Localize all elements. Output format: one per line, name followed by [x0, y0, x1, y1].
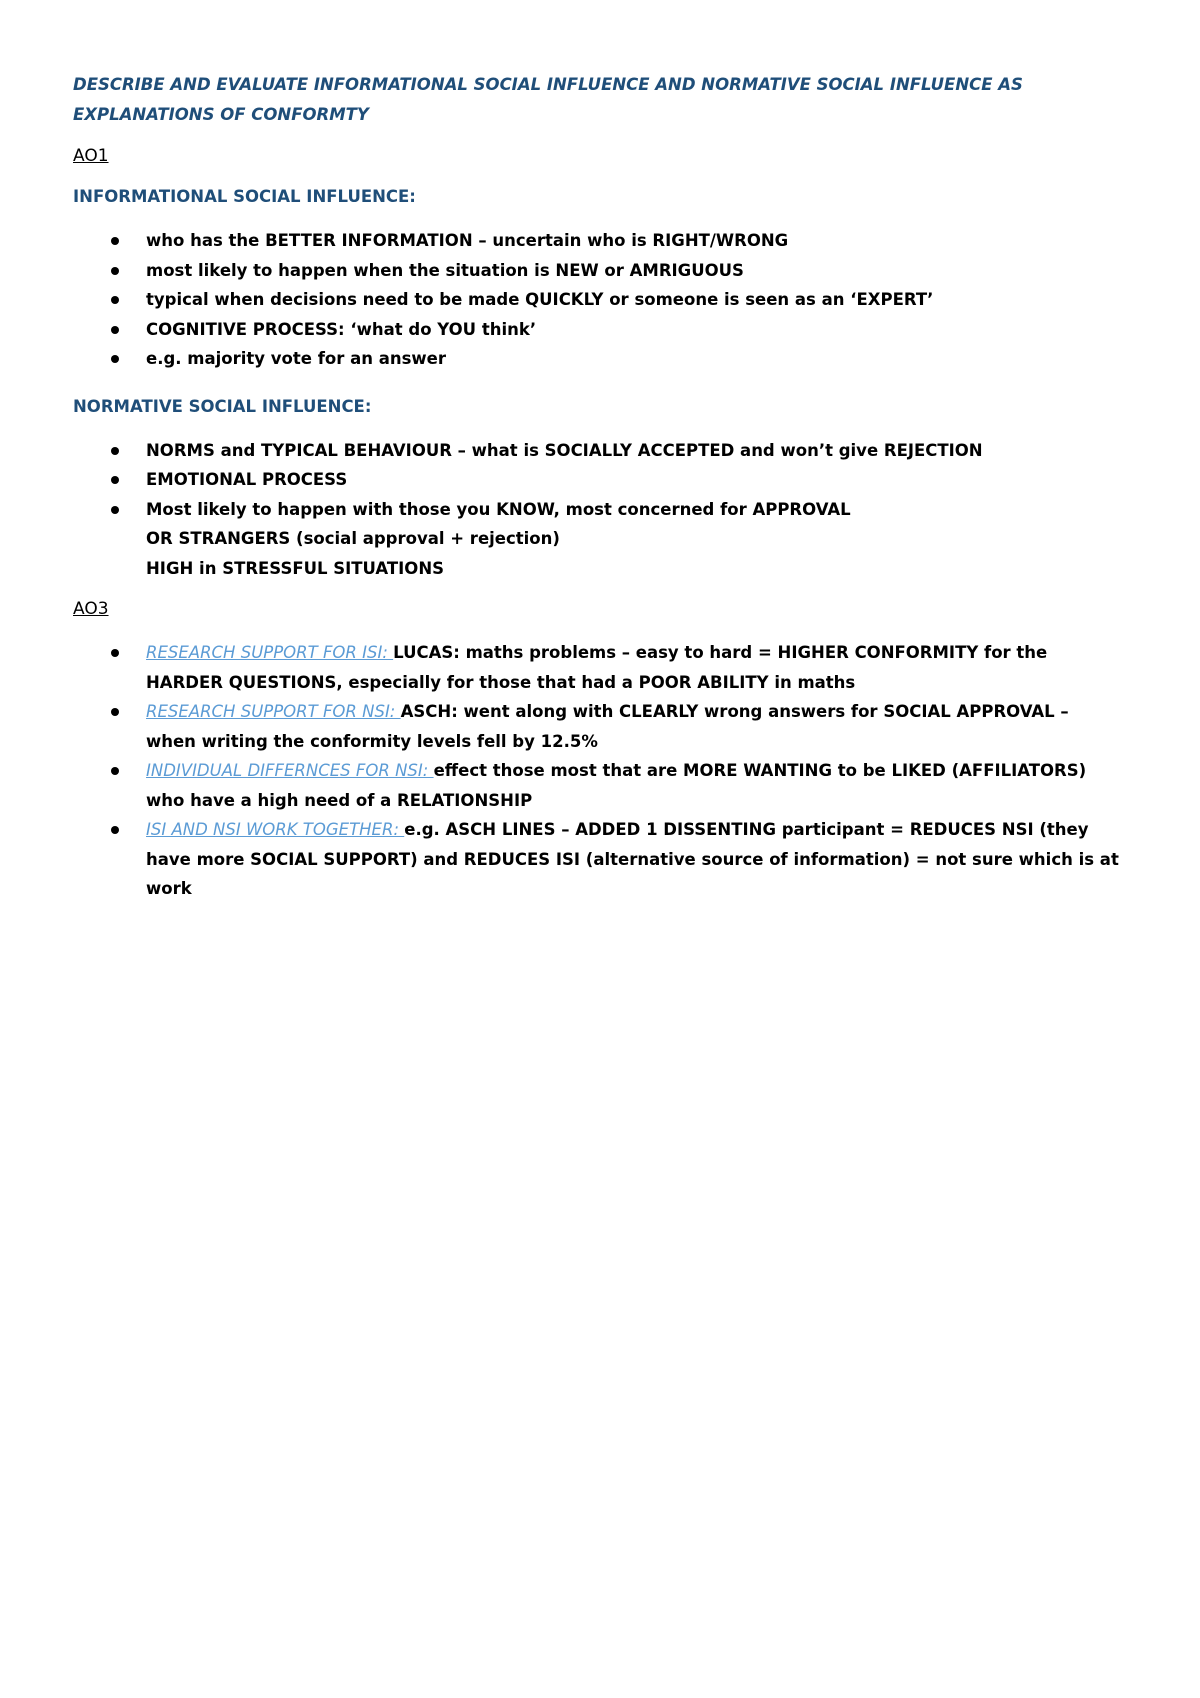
bullet-icon: [111, 708, 119, 716]
nsi-heading: NORMATIVE SOCIAL INFLUENCE:: [73, 396, 372, 416]
ao3-list: [73, 638, 1133, 904]
list-item-text: who has the BETTER INFORMATION – uncertain who is RIGHT/WRONG: [146, 231, 789, 250]
nsi-list: [73, 436, 1133, 584]
document-page: [73, 70, 1133, 904]
bullet-icon: [111, 237, 119, 245]
list-item: [73, 256, 1133, 286]
list-item-text: e.g. majority vote for an answer: [146, 349, 446, 368]
list-item-text: work: [146, 879, 192, 898]
list-item-text: who have a high need of a RELATIONSHIP: [146, 790, 533, 810]
list-item-text: HARDER QUESTIONS, especially for those that had a POOR ABILITY in maths: [146, 672, 856, 692]
document-title: [73, 70, 1133, 130]
list-item-text: e.g. ASCH LINES – ADDED 1 DISSENTING participant = REDUCES NSI (they: [404, 820, 1089, 839]
bullet-icon: [111, 296, 119, 304]
isi-heading: INFORMATIONAL SOCIAL INFLUENCE:: [73, 187, 416, 206]
list-item: [73, 285, 1133, 315]
bullet-icon: [111, 267, 119, 275]
list-item-text: ASCH: went along with CLEARLY wrong answers for SOCIAL APPROVAL –: [400, 702, 1069, 721]
bullet-icon: [111, 826, 119, 834]
bullet-icon: [111, 476, 119, 484]
list-item: [73, 344, 1133, 374]
title-line-2: EXPLANATIONS OF CONFORMTY: [73, 105, 369, 124]
list-item-text: OR STRANGERS (social approval + rejection): [146, 529, 560, 548]
evaluation-lead: ISI AND NSI WORK TOGETHER:: [146, 820, 405, 839]
list-item-text: EMOTIONAL PROCESS: [146, 470, 348, 489]
list-item: [73, 315, 1133, 345]
list-item: [73, 226, 1133, 256]
ao3-label: AO3: [73, 599, 109, 619]
list-item-text: LUCAS: maths problems – easy to hard = HIGHER CONFORMITY for the: [393, 643, 1048, 662]
bullet-icon: [111, 447, 119, 455]
list-item: [73, 495, 1133, 584]
isi-list: [73, 226, 1133, 374]
bullet-icon: [111, 767, 119, 775]
list-item-text: Most likely to happen with those you KNOW, most concerned for APPROVAL: [146, 499, 851, 519]
bullet-icon: [111, 506, 119, 514]
evaluation-lead: INDIVIDUAL DIFFERNCES FOR NSI:: [146, 761, 434, 780]
list-item: [73, 436, 1133, 466]
list-item: [73, 815, 1133, 904]
list-item: [73, 756, 1133, 815]
ao1-label: AO1: [73, 146, 109, 166]
evaluation-lead: RESEARCH SUPPORT FOR ISI:: [146, 643, 394, 662]
list-item: [73, 638, 1133, 697]
list-item-text: typical when decisions need to be made QUICKLY or someone is seen as an ‘EXPERT’: [146, 290, 934, 309]
list-item-text: have more SOCIAL SUPPORT) and REDUCES ISI (alternative source of information) = not sure which is at: [146, 849, 1119, 869]
list-item-text: HIGH in STRESSFUL SITUATIONS: [146, 558, 445, 578]
list-item-text: effect those most that are MORE WANTING to be LIKED (AFFILIATORS): [433, 761, 1087, 780]
list-item-text: when writing the conformity levels fell by 12.5%: [146, 731, 598, 751]
title-line-1: DESCRIBE AND EVALUATE INFORMATIONAL SOCIAL INFLUENCE AND NORMATIVE SOCIAL INFLUENCE AS: [73, 75, 1023, 94]
bullet-icon: [111, 326, 119, 334]
list-item: [73, 697, 1133, 756]
list-item-text: COGNITIVE PROCESS: ‘what do YOU think’: [146, 319, 537, 339]
list-item: [73, 465, 1133, 495]
list-item-text: most likely to happen when the situation is NEW or AMRIGUOUS: [146, 260, 744, 280]
bullet-icon: [111, 649, 119, 657]
list-item-text: NORMS and TYPICAL BEHAVIOUR – what is SOCIALLY ACCEPTED and won’t give REJECTION: [146, 440, 983, 460]
evaluation-lead: RESEARCH SUPPORT FOR NSI:: [146, 702, 401, 721]
bullet-icon: [111, 355, 119, 363]
